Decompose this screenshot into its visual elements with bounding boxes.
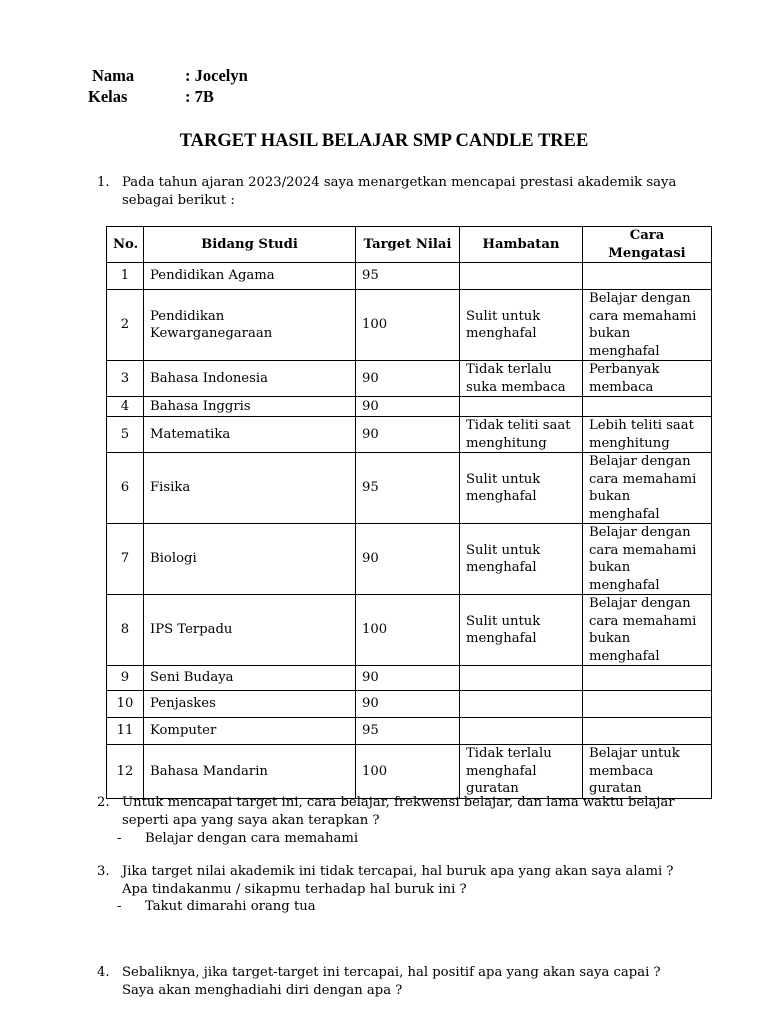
cell-obstacle: Sulit untuk menghafal	[460, 453, 583, 524]
question-number: 1.	[97, 175, 110, 190]
class-label: Kelas	[88, 87, 128, 106]
cell-no: 3	[107, 361, 144, 397]
cell-no: 4	[107, 397, 144, 417]
cell-no: 5	[107, 417, 144, 453]
question-4	[97, 964, 687, 1004]
cell-obstacle: Sulit untuk menghafal	[460, 595, 583, 666]
table-row	[107, 595, 712, 666]
col-header-no: No.	[107, 227, 144, 263]
cell-target: 95	[356, 453, 460, 524]
cell-subject: Penjaskes	[144, 691, 356, 718]
answer-text: Belajar dengan cara memahami	[145, 831, 359, 846]
cell-subject: Pendidikan Kewarganegaraan	[144, 290, 356, 361]
cell-subject: IPS Terpadu	[144, 595, 356, 666]
cell-obstacle	[460, 263, 583, 290]
cell-obstacle	[460, 666, 583, 691]
table-row	[107, 361, 712, 397]
cell-target: 95	[356, 718, 460, 745]
table-row	[107, 666, 712, 691]
cell-solution: Lebih teliti saat menghitung	[583, 417, 712, 453]
cell-obstacle	[460, 718, 583, 745]
question-text: Pada tahun ajaran 2023/2024 saya menargetkan mencapai prestasi akademik saya sebagai berikut :	[122, 175, 677, 208]
cell-solution	[583, 263, 712, 290]
cell-obstacle: Tidak terlalu suka membaca	[460, 361, 583, 397]
answer-line	[117, 898, 316, 916]
answer-line	[117, 830, 358, 848]
cell-target: 100	[356, 595, 460, 666]
table-row	[107, 290, 712, 361]
question-3	[97, 863, 687, 923]
cell-subject: Bahasa Mandarin	[144, 745, 356, 799]
cell-obstacle: Tidak teliti saat menghitung	[460, 417, 583, 453]
cell-subject: Seni Budaya	[144, 666, 356, 691]
answer-bullet: -	[117, 831, 122, 846]
cell-target: 90	[356, 524, 460, 595]
question-text: Sebaliknya, jika target-target ini tercapai, hal positif apa yang akan saya capai ? Saya akan menghadiahi diri dengan apa ?	[122, 965, 661, 998]
page-title: TARGET HASIL BELAJAR SMP CANDLE TREE	[179, 131, 589, 151]
cell-subject: Matematika	[144, 417, 356, 453]
cell-obstacle	[460, 691, 583, 718]
cell-subject: Biologi	[144, 524, 356, 595]
cell-obstacle: Tidak terlalu menghafal guratan	[460, 745, 583, 799]
name-label: Nama	[92, 66, 135, 85]
cell-target: 90	[356, 397, 460, 417]
cell-subject: Komputer	[144, 718, 356, 745]
cell-target: 90	[356, 666, 460, 691]
cell-target: 90	[356, 361, 460, 397]
student-identity	[88, 66, 388, 108]
table-row	[107, 745, 712, 799]
table-row	[107, 524, 712, 595]
cell-solution: Belajar untuk membaca guratan	[583, 745, 712, 799]
cell-obstacle	[460, 397, 583, 417]
cell-subject: Fisika	[144, 453, 356, 524]
question-2	[97, 794, 687, 854]
col-header-obstacle: Hambatan	[460, 227, 583, 263]
cell-solution	[583, 397, 712, 417]
cell-solution	[583, 666, 712, 691]
cell-solution	[583, 718, 712, 745]
table-row	[107, 263, 712, 290]
name-value: : Jocelyn	[185, 66, 248, 85]
cell-solution: Belajar dengan cara memahami bukan menghafal	[583, 290, 712, 361]
question-text: Untuk mencapai target ini, cara belajar, frekwensi belajar, dan lama waktu belajar seperti apa yang saya akan terapkan ?	[122, 795, 675, 828]
question-1	[97, 174, 687, 214]
cell-obstacle: Sulit untuk menghafal	[460, 290, 583, 361]
cell-solution: Belajar dengan cara memahami bukan menghafal	[583, 595, 712, 666]
col-header-subject: Bidang Studi	[144, 227, 356, 263]
cell-solution: Belajar dengan cara memahami bukan menghafal	[583, 453, 712, 524]
cell-solution: Belajar dengan cara memahami bukan menghafal	[583, 524, 712, 595]
question-number: 4.	[97, 965, 110, 980]
cell-no: 8	[107, 595, 144, 666]
cell-no: 10	[107, 691, 144, 718]
cell-obstacle: Sulit untuk menghafal	[460, 524, 583, 595]
cell-no: 1	[107, 263, 144, 290]
cell-target: 95	[356, 263, 460, 290]
cell-subject: Pendidikan Agama	[144, 263, 356, 290]
table-row	[107, 453, 712, 524]
cell-target: 100	[356, 290, 460, 361]
cell-no: 6	[107, 453, 144, 524]
table-header-row	[107, 227, 712, 263]
cell-solution: Perbanyak membaca	[583, 361, 712, 397]
answer-bullet: -	[117, 899, 122, 914]
cell-target: 90	[356, 417, 460, 453]
class-value: : 7B	[185, 87, 214, 106]
question-number: 2.	[97, 795, 110, 810]
grades-table	[106, 226, 712, 799]
cell-no: 2	[107, 290, 144, 361]
cell-subject: Bahasa Indonesia	[144, 361, 356, 397]
question-number: 3.	[97, 864, 110, 879]
table-row	[107, 397, 712, 417]
cell-solution	[583, 691, 712, 718]
table-row	[107, 691, 712, 718]
cell-no: 11	[107, 718, 144, 745]
table-row	[107, 718, 712, 745]
question-text: Jika target nilai akademik ini tidak tercapai, hal buruk apa yang akan saya alami ? Apa tindakanmu / sikapmu terhadap hal buruk ini ?	[122, 864, 674, 897]
cell-no: 7	[107, 524, 144, 595]
cell-target: 100	[356, 745, 460, 799]
col-header-target: Target Nilai	[356, 227, 460, 263]
cell-no: 12	[107, 745, 144, 799]
col-header-solution: Cara Mengatasi	[583, 227, 712, 263]
cell-target: 90	[356, 691, 460, 718]
answer-text: Takut dimarahi orang tua	[145, 899, 316, 914]
table-row	[107, 417, 712, 453]
cell-no: 9	[107, 666, 144, 691]
cell-subject: Bahasa Inggris	[144, 397, 356, 417]
